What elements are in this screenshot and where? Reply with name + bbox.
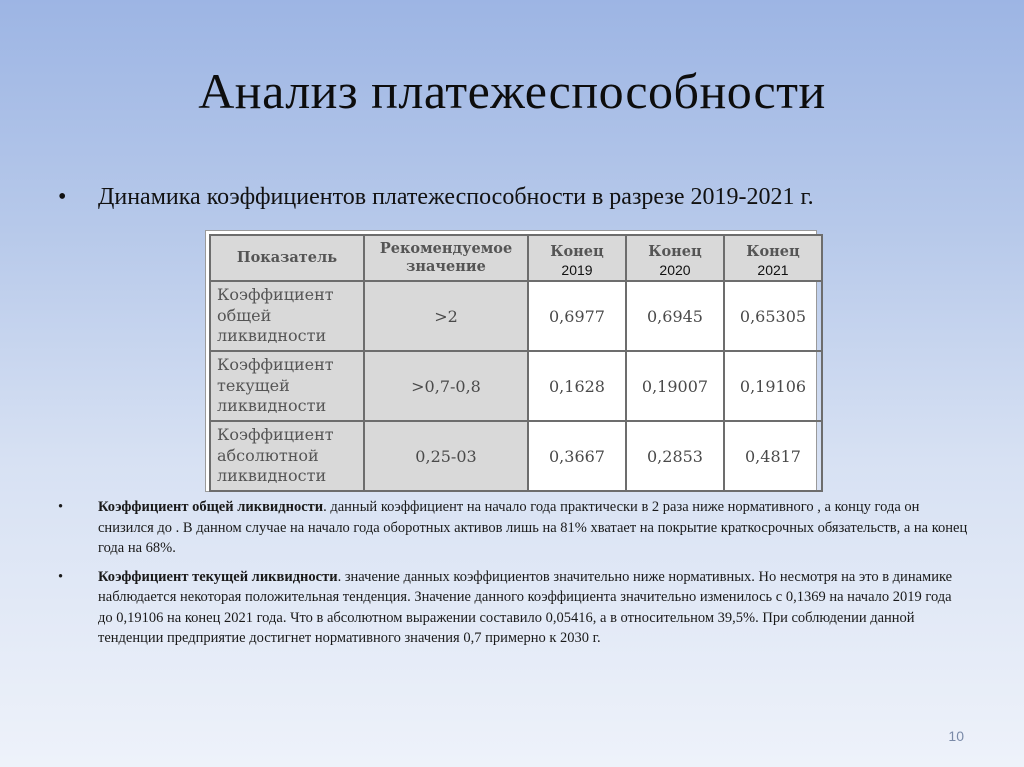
ratios-table [209, 234, 823, 492]
note-lead: Коэффициент общей ликвидности [98, 499, 324, 515]
row-label: Коэффициент общей ликвидности [210, 281, 364, 351]
slide-title: Анализ платежеспособности [198, 63, 826, 119]
year-label: 2019 [561, 261, 593, 278]
note-text: . значение данных коэффициентов значительно ниже нормативных. Но несмотря на это в динамике наблюдается некоторая положительная тенденция. Значение данного коэффициента значительно изменилось с 0,1369 на начало 2019 года до 0,19106 на конец 2021 года. Что в абсолютном выражении составило 0,05416, а в относительном 39,5%. При соблюдении данной тенденции предприятие достигнет нормативного значения 0,7 примерно к 2030 г. [98, 568, 953, 646]
table-row [210, 351, 822, 421]
value-2020: 0,19007 [626, 351, 724, 421]
value-2019: 0,1628 [528, 351, 626, 421]
value-2021: 0,19106 [724, 351, 822, 421]
value-2020: 0,6945 [626, 281, 724, 351]
row-label: Коэффициент текущей ликвидности [210, 351, 364, 421]
recommended-value: >0,7-0,8 [364, 351, 528, 421]
ratios-table-image [205, 230, 817, 492]
bullet-icon: • [58, 184, 67, 210]
list-item [58, 567, 968, 649]
table-row [210, 281, 822, 351]
value-2019: 0,6977 [528, 281, 626, 351]
page-number: 10 [948, 728, 964, 744]
year-label: 2021 [757, 261, 789, 278]
table-header-row [210, 235, 822, 281]
value-2019: 0,3667 [528, 421, 626, 491]
header-end-2019: Конец 2019 [528, 235, 626, 281]
note-text: . данный коэффициент на начало года практически в 2 раза ниже нормативного , а концу года он снизился до . В данном случае на начало года оборотных активов лишь на 81% хватает на покрытие краткосрочных обязательств, а на конец года на 68%. [98, 499, 968, 556]
bullet-icon: • [58, 568, 64, 585]
year-label: 2020 [659, 261, 691, 278]
header-end-2020: Конец 2020 [626, 235, 724, 281]
value-2021: 0,4817 [724, 421, 822, 491]
subtitle-text: Динамика коэффициентов платежеспособности в разрезе 2019-2021 г. [98, 184, 814, 210]
notes-list [58, 497, 968, 657]
recommended-value: 0,25-03 [364, 421, 528, 491]
recommended-value: >2 [364, 281, 528, 351]
value-2020: 0,2853 [626, 421, 724, 491]
header-recommended: Рекомендуемое значение [364, 235, 528, 281]
note-lead: Коэффициент текущей ликвидности [98, 568, 338, 585]
header-end-2021: Конец 2021 [724, 235, 822, 281]
table-row [210, 421, 822, 491]
value-2021: 0,65305 [724, 281, 822, 351]
subtitle [58, 184, 814, 211]
row-label: Коэффициент абсолютной ликвидности [210, 421, 364, 491]
list-item [58, 497, 968, 559]
header-indicator: Показатель [210, 235, 364, 281]
bullet-icon: • [58, 499, 64, 515]
